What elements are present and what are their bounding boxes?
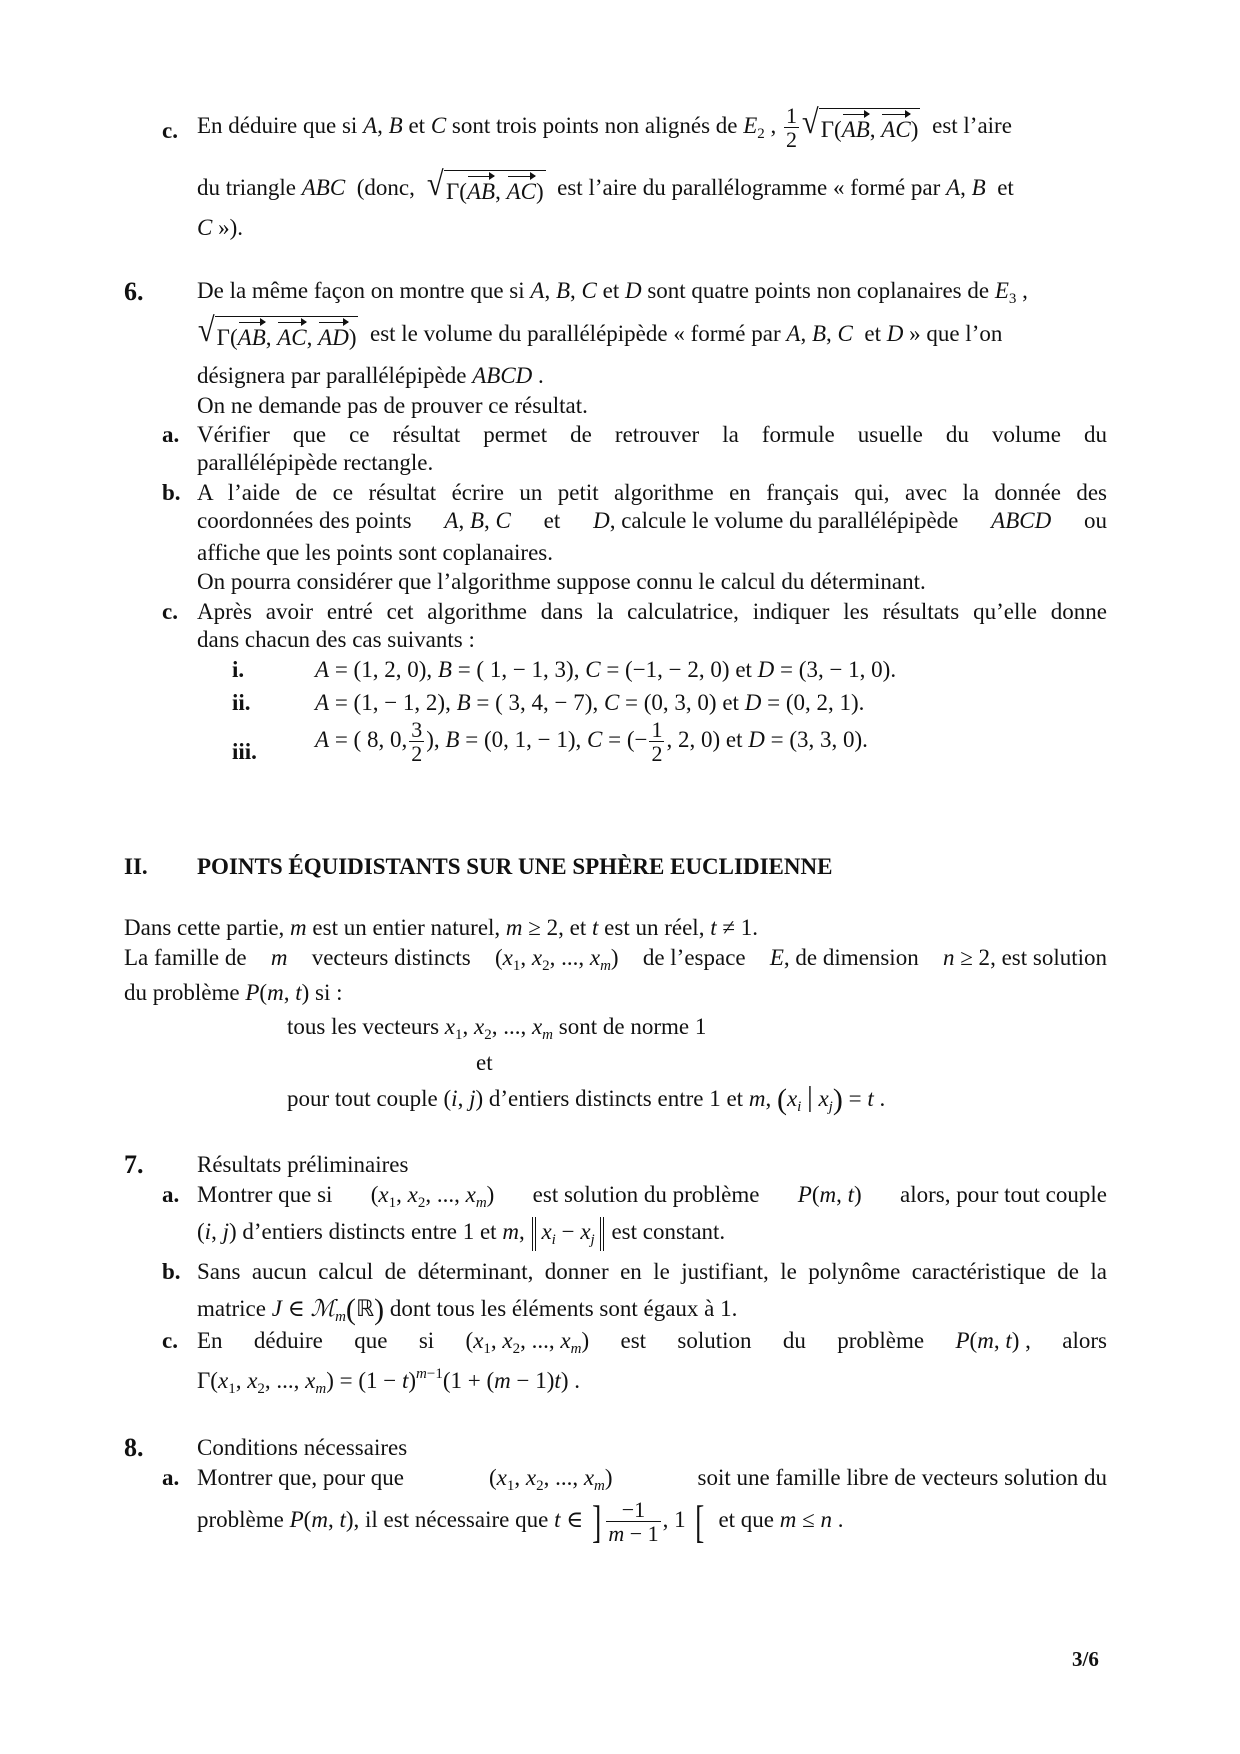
case-iii: A = ( 8, 0, $\frac{3}{2}$ ), B = (0, 1, − 1), C = (− $\frac{1}{2}$ , 2, 0) et D = (3, 3, 0). [315,717,868,767]
condition-scalar: pour tout couple (i, j) d’entiers distincts entre 1 et m, ($x_i$ | $x_j) = t$ . [287,1082,886,1116]
q6-note: On ne demande pas de prouver ce résultat. [197,393,588,418]
q8-title: Conditions nécessaires [197,1435,408,1460]
item-label-5c: c. [162,118,178,143]
part2-line-3: du problème P(m, t) si : [124,980,343,1005]
q5c-line-1: En déduire que si A, B et C sont trois points non alignés de $E_2$ , $\frac{1}{2}$ √ Γ(AB, AC) est l’aire [197,103,1012,153]
part2-line-2: La famille de m vecteurs distincts ($x_1$, $x_2$, ..., $x_m$) de l’espace E, de dimension n ≥ 2, est solution [124,945,1107,974]
q5c-line-3: C »). [197,215,244,240]
q7a-line-2: (i, j) d’entiers distincts entre 1 et m, $x_i - x_j$ est constant. [197,1217,725,1251]
page-number: 3/6 [1072,1647,1099,1671]
item-label-7c: c. [162,1328,178,1353]
q5c-line-2: du triangle ABC (donc, √ Γ(AB, AC) est l’aire du parallélogramme « formé par A, B et [197,170,1014,207]
q6b-line-4: On pourra considérer que l’algorithme suppose connu le calcul du déterminant. [197,569,926,594]
q7b-line-2: matrice J ∈ ℳ$_m$(ℝ) dont tous les éléments sont égaux à 1. [197,1293,738,1326]
case-label-ii: ii. [232,690,251,715]
part2-line-1: Dans cette partie, m est un entier naturel, m ≥ 2, et t est un réel, t ≠ 1. [124,915,758,940]
q6c-line-1: Après avoir entré cet algorithme dans la calculatrice, indiquer les résultats qu’elle donne [197,599,1107,624]
item-label-6b: b. [162,480,181,505]
q6-line-1: De la même façon on montre que si A, B, C et D sont quatre points non coplanaires de $E_3$ , [197,278,1028,307]
q7c-line-1: En déduire que si ($x_1$, $x_2$, ..., $x_m$) est solution du problème P(m, t) , alors [197,1328,1107,1357]
case-i: A = (1, 2, 0), B = ( 1, − 1, 3), C = (−1, − 2, 0) et D = (3, − 1, 0). [315,657,897,682]
q8a-line-1: Montrer que, pour que ($x_1$, $x_2$, ..., $x_m$) soit une famille libre de vecteurs solution du [197,1465,1107,1494]
q6c-line-2: dans chacun des cas suivants : [197,627,475,652]
q7c-formula: $\Gamma(x_1$, $x_2$, ..., $x_m) = (1 - t)^{m-1}(1 + (m - 1)t)$ . [197,1366,580,1397]
case-label-iii: iii. [232,739,257,764]
question-number-7: 7. [124,1150,144,1179]
section-numeral: II. [124,854,148,879]
item-label-7a: a. [162,1182,180,1207]
q6b-line-3: affiche que les points sont coplanaires. [197,540,553,565]
item-label-8a: a. [162,1465,180,1490]
q6a-line-2: parallélépipède rectangle. [197,450,434,475]
item-label-6c: c. [162,599,178,624]
item-label-7b: b. [162,1259,181,1284]
q6-line-3: désignera par parallélépipède ABCD . [197,363,544,388]
condition-and: et [476,1050,493,1075]
question-number-8: 8. [124,1433,144,1462]
q7a-line-1: Montrer que si ($x_1$, $x_2$, ..., $x_m$) est solution du problème P(m, t) alors, pour tout couple [197,1182,1107,1211]
q6-line-2: √ Γ(AB, AC, AD) est le volume du parallélépipède « formé par A, B, C et D » que l’on [197,316,1002,353]
q8a-line-2: problème P(m, t), il est nécessaire que t ∈ ] $\frac{-1}{m - 1}$ , 1 [ et que m ≤ n . [197,1495,844,1547]
case-label-i: i. [232,657,245,682]
q7-title: Résultats préliminaires [197,1152,409,1177]
q6b-line-1: A l’aide de ce résultat écrire un petit algorithme en français qui, avec la donnée des [197,480,1107,505]
q6a-line-1: Vérifier que ce résultat permet de retrouver la formule usuelle du volume du [197,422,1107,447]
q6b-line-2: coordonnées des points A, B, C et D, calcule le volume du parallélépipède ABCD ou [197,508,1107,533]
question-number-6: 6. [124,277,144,306]
q7b-line-1: Sans aucun calcul de déterminant, donner en le justifiant, le polynôme caractéristique de la [197,1259,1107,1284]
section-title: POINTS ÉQUIDISTANTS SUR UNE SPHÈRE EUCLIDIENNE [197,854,833,879]
case-ii: A = (1, − 1, 2), B = ( 3, 4, − 7), C = (0, 3, 0) et D = (0, 2, 1). [315,690,865,715]
condition-norm: tous les vecteurs $x_1$, $x_2$, ..., $x_m$ sont de norme 1 [287,1014,707,1043]
item-label-6a: a. [162,422,180,447]
